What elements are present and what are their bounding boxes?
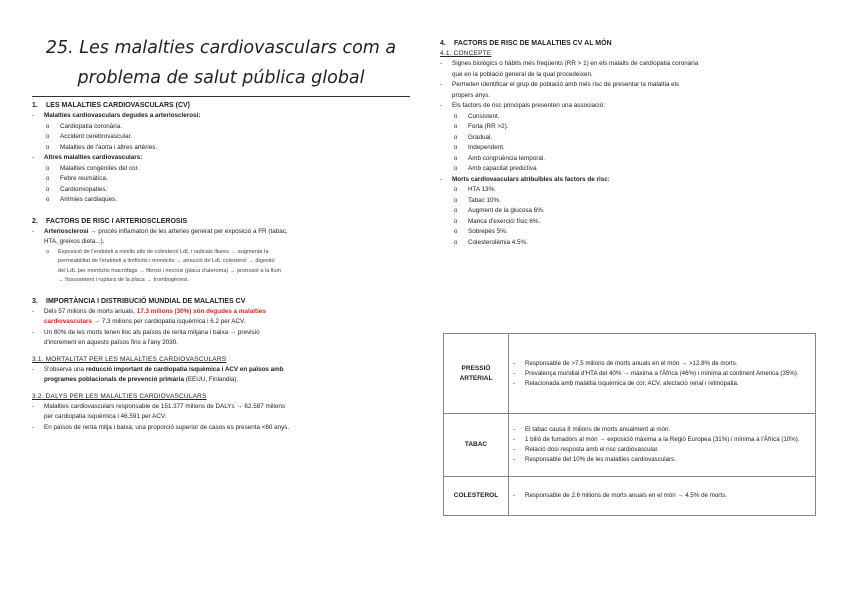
list-item: o Malalties de l'aorta i altres artèries. [46, 143, 158, 151]
list-item: - Morts cardiovasculars atribuïbles als factors de risc: [440, 175, 610, 183]
list-item: o Cardiopatia coronària. [46, 122, 122, 130]
list-item: - Malalties cardiovasculars responsable de 151.377 milions de DALYs → 62.587 milions [32, 402, 286, 410]
list-item: del LdL per monòcits macròfags → fibrosi i necrosi (placa d'ateroma) → protrusió a la llum [58, 267, 282, 274]
list-item: o Amb capacitat predictiva [454, 165, 537, 172]
list-item: o Febre reumàtica. [46, 175, 108, 182]
list-item: o Malalties congènites del cor. [46, 164, 140, 172]
list-item: o Exposició de l'endoteli a nivells alts de colesterol LdL i radicals lliures → augmenta la [46, 248, 269, 255]
list-item: o Aritmies cardiaques. [46, 196, 118, 203]
table-cell: - El tabac causa 8 milions de morts anualment al món. - 1 bilió de fumadors al món → exposició màxima a la Regió Europea (31%) i mínima a l'Àfrica (10%). - Relació dosi resposta amb el risc cardiovascular. - Responsable del 10% de les malalties cardiovasculars. [509, 414, 816, 477]
list-item: - Malalties cardiovasculars degudes a arteriosclerosi: [32, 112, 201, 119]
list-item: - En països de renta mitja i baixa, una proporció superior de casos es presenta <60 anys. [32, 423, 290, 431]
list-item: propers anys. [452, 91, 491, 99]
list-item: - Signes biològics o hàbits més freqüents (RR > 1) en els malalts de cardiopatia coronària [440, 60, 699, 67]
list-item: o Consistent. [454, 112, 500, 120]
list-item: o Forta (RR >2). [454, 123, 509, 130]
left-column [32, 0, 410, 433]
subsection-4-1-title: 4.1. CONCEPTE [440, 50, 492, 57]
table-cell: - Responsable de >7.5 milions de morts anuals en el món → >12.8% de morts. - Prevalença mundial d'HTA del 40% → màxima a l'Àfrica (46%) i mínima al continent America (35%). - Relacionada amb malaltia isquèmica de cor, ACV, afectació renal i retinopatia. [509, 334, 816, 414]
list-item: per cardiopatia isquèmica i 46.591 per ACV. [44, 413, 167, 420]
list-item: cardiovasculars → 7.3 milions per cardiopatia isquèmica i 6.2 per ACV. [44, 318, 246, 325]
list-item: HTA, greixos dieta...). [44, 238, 105, 245]
risk-factors-table [443, 333, 816, 516]
table-row-label: COLESTEROL [444, 477, 509, 516]
table-row [444, 477, 816, 516]
subsection-3-2-title: 3.2. DALYS PER LES MALALTIES CARDIOVASCULARS [32, 392, 207, 400]
list-item: o Sobrepès 5%. [454, 228, 508, 235]
list-item: o Augment de la glucosa 6%. [454, 207, 545, 214]
table-row [444, 334, 816, 414]
list-item: o Accident cerebrovascular. [46, 133, 133, 140]
table-cell: - Responsable de 2.6 milions de morts anuals en el món → 4.5% de morts. [509, 477, 816, 516]
subsection-3-1-title: 3.1. MORTALITAT PER LES MALALTIES CARDIOVASCULARS [32, 355, 227, 363]
page-title: 25. Les malalties cardiovasculars com a problema de salut pública global [32, 33, 410, 97]
list-item: - Altres malalties cardiovasculars: [32, 154, 143, 161]
list-item: → fissurament i ruptura de la placa → trombogènesi. [58, 277, 189, 283]
section-4-heading: 4. FACTORS DE RISC DE MALALTIES CV AL MÓN [440, 40, 612, 47]
list-item: - Permeten identificar el grup de població amb més risc de presentar la malaltia els [440, 81, 680, 88]
list-item: o Amb congruència temporal. [454, 154, 546, 162]
list-item: - Els factors de risc principals presenten una associació: [440, 102, 605, 109]
section-1-heading: 1. LES MALALTIES CARDIOVASCULARS (CV) [32, 102, 191, 109]
list-item: permeabilitat de l'endoteli a limfòcits i monòcits → atracció de LdL colesterol → digestió [58, 258, 275, 264]
list-item: que en la població general de la qual procedeixen. [452, 70, 593, 78]
list-item: o Independent. [454, 144, 505, 151]
list-item: o Manca d'exercici físic 6%. [454, 217, 541, 225]
section-2-heading: 2. FACTORS DE RISC I ARTERIOSCLEROSIS [32, 217, 188, 225]
list-item: - Dels 57 milions de morts anuals, 17.3 milions (30%) són degudes a malalties [32, 307, 266, 315]
list-item: o Gradual. [454, 133, 493, 141]
list-item: - S'observa una reducció important de cardiopatia isquèmica i ACV en països amb [32, 365, 284, 373]
list-item: - Un 80% de les morts tenen lloc als països de renta mitjana i baixa → previsió [32, 328, 260, 336]
right-column [440, 35, 818, 248]
table-row-label: PRESSIÓ ARTERIAL [444, 334, 509, 414]
list-item: d'increment en aquests països fins a l'any 2030. [44, 339, 179, 346]
section-3-heading: 3. IMPORTÀNCIA I DISTRIBUCIÓ MUNDIAL DE MALALTIES CV [32, 297, 246, 305]
table-row [444, 414, 816, 477]
list-item: o HTA 13%. [454, 186, 496, 193]
list-item: o Colesterolèmia 4.5%. [454, 238, 528, 246]
list-item: - Arteriosclerosi → procés inflamatori de les arteries generat per exposició a FR (tabac, [32, 227, 288, 235]
list-item: o Tabac 10%. [454, 196, 501, 204]
list-item: programes poblacionals de prevenció primària (EEUU, Finlandia). [44, 376, 239, 383]
table-row-label: TABAC [444, 414, 509, 477]
list-item: o Cardiomiopaties. [46, 185, 108, 193]
